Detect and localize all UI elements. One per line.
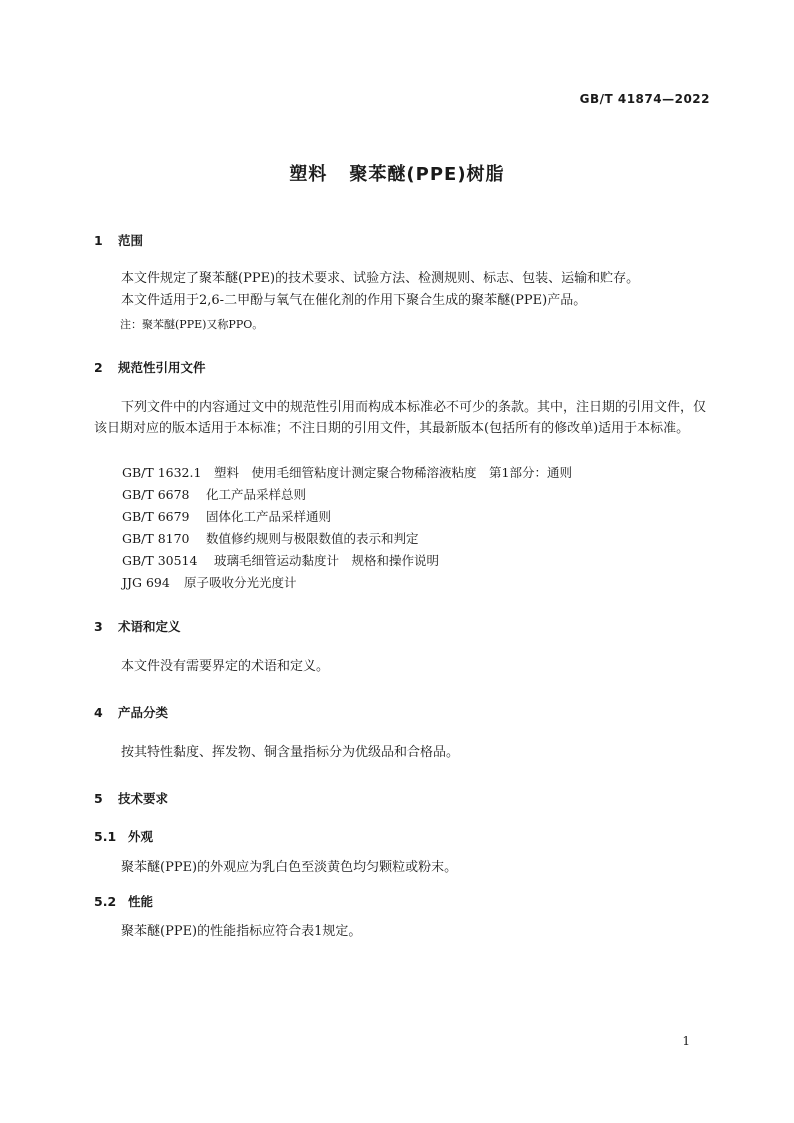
section-heading-normative-references [94, 358, 206, 376]
reference-title: 玻璃毛细管运动黏度计 规格和操作说明 [214, 553, 440, 568]
section-heading-classification [94, 703, 168, 721]
section-number: 5 [94, 791, 103, 806]
references-intro-paragraph: 下列文件中的内容通过文中的规范性引用而构成本标准必不可少的条款。其中，注日期的引用文件，仅该日期对应的版本适用于本标准；不注日期的引用文件，其最新版本(包括所有的修改单)适用于本标准。 [94, 400, 707, 436]
section-number: 3 [94, 619, 103, 634]
reference-item [122, 485, 306, 503]
section-title: 术语和定义 [118, 619, 181, 634]
title-part2: 聚苯醚(PPE)树脂 [349, 164, 505, 185]
subsection-heading-appearance [94, 827, 153, 845]
subsection-number: 5.2 [94, 894, 117, 909]
reference-code: GB/T 6679 [122, 509, 190, 524]
reference-code: GB/T 30514 [122, 553, 198, 568]
classification-paragraph: 按其特性黏度、挥发物、铜含量指标分为优级品和合格品。 [121, 745, 460, 760]
subsection-title: 性能 [128, 894, 154, 909]
reference-code: JJG 694 [122, 575, 170, 590]
scope-paragraph-1: 本文件规定了聚苯醚(PPE)的技术要求、试验方法、检测规则、标志、包装、运输和贮存。 [121, 271, 640, 286]
section-number: 1 [94, 233, 103, 248]
reference-title: 数值修约规则与极限数值的表示和判定 [206, 531, 419, 546]
reference-title: 原子吸收分光光度计 [184, 575, 297, 590]
reference-item [122, 529, 419, 547]
reference-item [122, 551, 439, 569]
subsection-number: 5.1 [94, 829, 117, 844]
section-heading-terms [94, 617, 181, 635]
subsection-heading-performance [94, 892, 153, 910]
section-heading-technical-requirements [94, 789, 168, 807]
reference-title: 化工产品采样总则 [206, 487, 307, 502]
title-part1: 塑料 [289, 164, 328, 185]
reference-code: GB/T 8170 [122, 531, 190, 546]
section-number: 4 [94, 705, 103, 720]
reference-item [122, 573, 297, 591]
section-title: 技术要求 [118, 791, 169, 806]
scope-note: 注：聚苯醚(PPE)又称PPO。 [120, 318, 264, 331]
reference-title: 固体化工产品采样通则 [206, 509, 332, 524]
subsection-title: 外观 [128, 829, 154, 844]
section-heading-scope [94, 231, 143, 249]
appearance-paragraph: 聚苯醚(PPE)的外观应为乳白色至淡黄色均匀颗粒或粉末。 [121, 860, 458, 875]
reference-code: GB/T 1632.1 [122, 465, 202, 480]
reference-title: 塑料 使用毛细管粘度计测定聚合物稀溶液粘度 第1部分：通则 [214, 465, 572, 480]
standard-number: GB/T 41874—2022 [579, 92, 710, 106]
reference-item [122, 507, 331, 525]
reference-code: GB/T 6678 [122, 487, 190, 502]
section-number: 2 [94, 360, 103, 375]
section-title: 范围 [118, 233, 144, 248]
document-title [0, 160, 794, 186]
terms-paragraph: 本文件没有需要界定的术语和定义。 [121, 659, 330, 674]
page-number: 1 [682, 1034, 690, 1048]
scope-paragraph-2: 本文件适用于2,6-二甲酚与氧气在催化剂的作用下聚合生成的聚苯醚(PPE)产品。 [121, 293, 587, 308]
performance-paragraph: 聚苯醚(PPE)的性能指标应符合表1规定。 [121, 924, 362, 939]
reference-item [122, 463, 572, 481]
section-title: 规范性引用文件 [118, 360, 206, 375]
section-title: 产品分类 [118, 705, 169, 720]
